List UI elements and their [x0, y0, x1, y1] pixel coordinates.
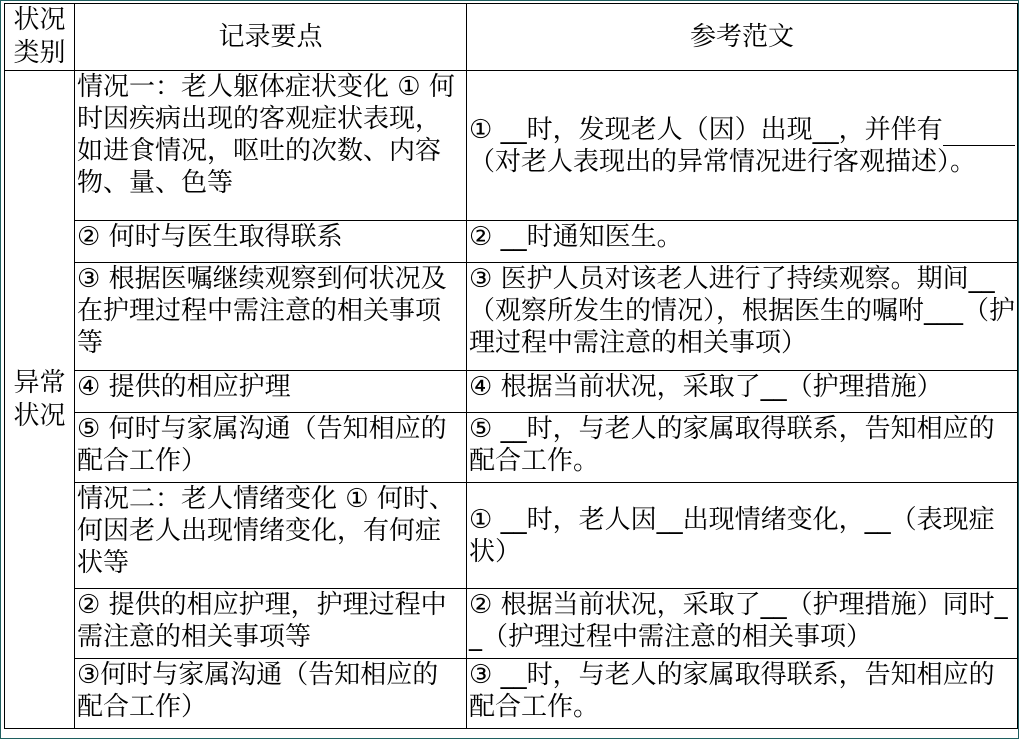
table-header-row	[5, 4, 1018, 71]
points-cell: 情况二：老人情绪变化 ① 何时、何因老人出现情绪变化，有何症状等	[75, 483, 467, 589]
points-cell: ⑤ 何时与家属沟通（告知相应的配合工作）	[75, 413, 467, 483]
sample-cell: ② 根据当前状况，采取了__（护理措施）同时__（护理过程中需注意的相关事项）	[467, 589, 1018, 659]
blank-line	[943, 121, 1015, 146]
sample-cell: ③ 医护人员对该老人进行了持续观察。期间__（观察所发生的情况），根据医生的嘱咐___（护理过程中需注意的相关事项）	[467, 263, 1018, 371]
sample-cell: ③ __时，与老人的家属取得联系，告知相应的配合工作。	[467, 659, 1018, 729]
record-table	[4, 3, 1018, 729]
points-cell: ③何时与家属沟通（告知相应的配合工作）	[75, 659, 467, 729]
table-row	[5, 221, 1018, 263]
header-category: 状况类别	[5, 4, 75, 71]
table-row	[5, 71, 1018, 221]
table-row	[5, 371, 1018, 413]
table-row	[5, 263, 1018, 371]
points-cell: ④ 提供的相应护理	[75, 371, 467, 413]
table-row	[5, 659, 1018, 729]
points-cell: ③ 根据医嘱继续观察到何状况及在护理过程中需注意的相关事项等	[75, 263, 467, 371]
points-cell: 情况一：老人躯体症状变化 ① 何时因疾病出现的客观症状表现，如进食情况，呕吐的次数、内容物、量、色等	[75, 71, 467, 221]
sample-cell: ⑤ __时，与老人的家属取得联系，告知相应的配合工作。	[467, 413, 1018, 483]
header-points: 记录要点	[75, 4, 467, 71]
sample-text: ① __时，发现老人（因）出现__，并伴有	[469, 114, 943, 145]
points-cell: ② 何时与医生取得联系	[75, 221, 467, 263]
sample-cell: ① __时，老人因__出现情绪变化，__（表现症状）	[467, 483, 1018, 589]
sample-cell	[467, 71, 1018, 221]
table-row	[5, 483, 1018, 589]
points-cell: ② 提供的相应护理，护理过程中需注意的相关事项等	[75, 589, 467, 659]
sample-cell: ② __时通知医生。	[467, 221, 1018, 263]
sample-cell: ④ 根据当前状况，采取了__（护理措施）	[467, 371, 1018, 413]
header-sample: 参考范文	[467, 4, 1018, 71]
sample-text: （对老人表现出的异常情况进行客观描述）。	[469, 146, 977, 177]
category-cell: 异常状况	[5, 71, 75, 729]
table-row	[5, 589, 1018, 659]
table-row	[5, 413, 1018, 483]
